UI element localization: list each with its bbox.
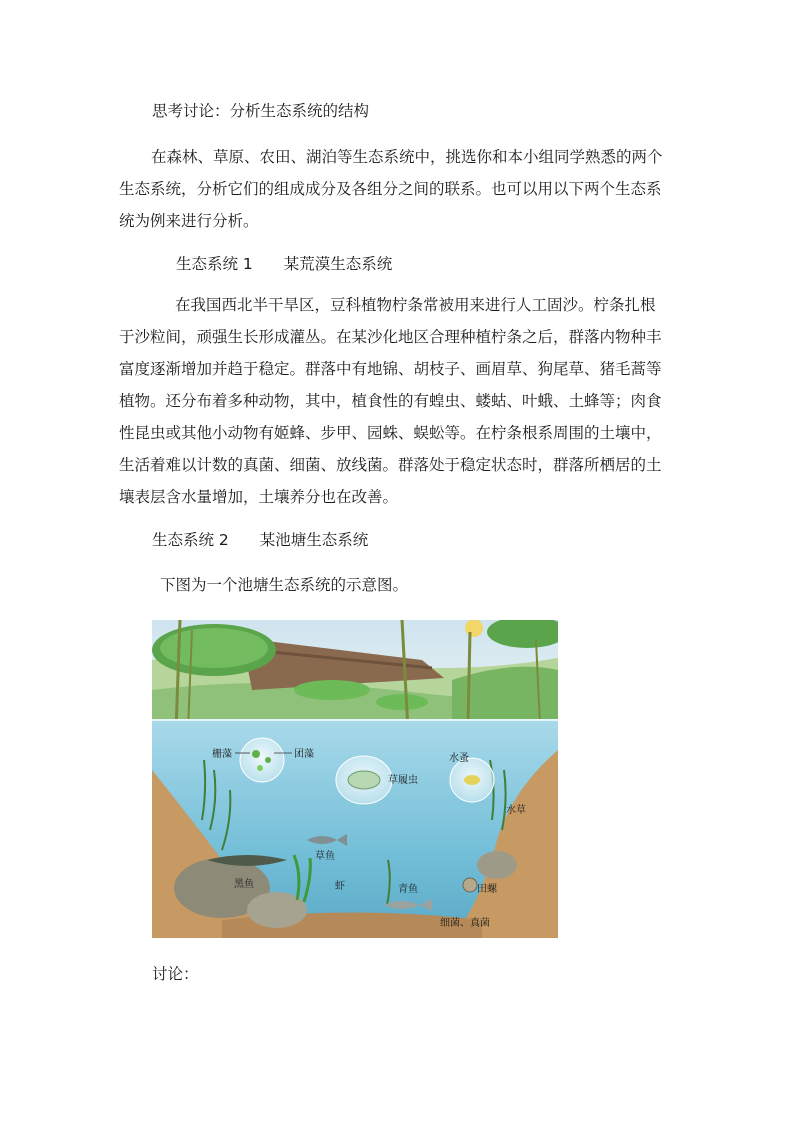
label-qingyu: 青鱼 — [398, 884, 418, 895]
eco1-line: 植物。还分布着多种动物，其中，植食性的有蝗虫、蝼蛄、叶蛾、土蜂等；肉食 — [119, 392, 662, 410]
section-heading: 思考讨论：分析生态系统的结构 — [152, 102, 370, 120]
ecosystem-1-title: 生态系统 1 某荒漠生态系统 — [176, 255, 393, 273]
ecosystem-2-title: 生态系统 2 某池塘生态系统 — [152, 531, 369, 549]
label-xia: 虾 — [335, 881, 345, 892]
label-shuicao: 水草 — [506, 805, 526, 816]
eco1-line: 于沙粒间，顽强生长形成灌丛。在某沙化地区合理种植柠条之后，群落内物种丰 — [119, 328, 662, 346]
label-zhazao: 栅藻 — [212, 749, 232, 760]
label-caolvchong: 草履虫 — [388, 775, 418, 786]
label-tianluo: 田螺 — [477, 884, 497, 895]
eco1-line: 壤表层含水量增加，土壤养分也在改善。 — [119, 488, 399, 506]
label-shuiyun: 水蚤 — [449, 753, 469, 764]
discussion-label: 讨论： — [152, 965, 199, 983]
intro-line: 生态系统，分析它们的组成成分及各组分之间的联系。也可以用以下两个生态系 — [119, 180, 662, 198]
label-tuanzao: 团藻 — [294, 749, 314, 760]
label-caoyu: 草鱼 — [315, 851, 335, 862]
label-xijun: 细菌、真菌 — [440, 918, 490, 929]
intro-line: 在森林、草原、农田、湖泊等生态系统中，挑选你和本小组同学熟悉的两个 — [151, 148, 663, 166]
ecosystem-1-paragraph — [119, 289, 675, 513]
eco1-line: 富度逐渐增加并趋于稳定。群落中有地锦、胡枝子、画眉草、狗尾草、猪毛蒿等 — [119, 360, 662, 378]
figure-caption: 下图为一个池塘生态系统的示意图。 — [160, 576, 409, 594]
eco1-line: 生活着难以计数的真菌、细菌、放线菌。群落处于稳定状态时，群落所栖居的土 — [119, 456, 662, 474]
eco1-line: 在我国西北半干旱区，豆科植物柠条常被用来进行人工固沙。柠条扎根 — [175, 296, 656, 314]
intro-line: 统为例来进行分析。 — [119, 212, 259, 230]
pond-ecosystem-figure — [152, 620, 558, 938]
label-heiyu: 黑鱼 — [234, 879, 254, 890]
intro-paragraph — [119, 141, 675, 237]
eco1-line: 性昆虫或其他小动物有姬蜂、步甲、园蛛、蜈蚣等。在柠条根系周围的土壤中， — [119, 424, 662, 442]
